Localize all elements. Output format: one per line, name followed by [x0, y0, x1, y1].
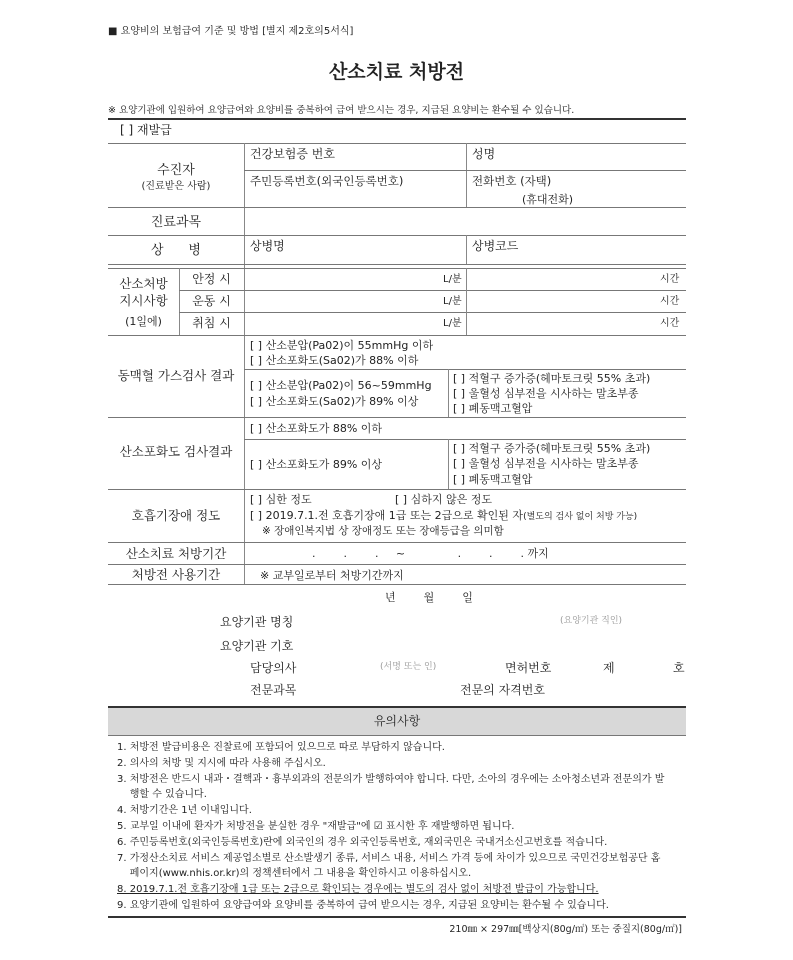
oxygen-unit-exercise: L/분 — [443, 296, 462, 307]
issue-date[interactable]: 년 월 일 — [385, 591, 473, 604]
divider — [179, 312, 686, 313]
specialty-cert-label: 전문의 자격번호 — [460, 683, 545, 697]
phone-mobile-field[interactable]: (휴대전화) — [522, 193, 574, 206]
license-ho: 호 — [673, 661, 685, 675]
note-item: 페이지(www.nhis.or.kr)의 정책센터에서 그 내용을 확인하시고 이용하십시오. — [117, 868, 472, 879]
oxygen-unit-rest: L/분 — [443, 274, 462, 285]
column-divider — [466, 268, 467, 335]
period-field[interactable]: . . . ~ . . . 까지 — [312, 547, 549, 560]
divider — [108, 489, 686, 490]
respiratory-label: 호흡기장애 정도 — [131, 508, 221, 523]
note-item: 3. 처방전은 반드시 내과・결핵과・흉부외과의 전문의가 발행하여야 합니다. 다만, 소아의 경우에는 소아청소년과 전문의가 발 — [117, 774, 665, 785]
divider — [108, 735, 686, 736]
disease-code-field[interactable]: 상병코드 — [472, 239, 519, 253]
disease-name-field[interactable]: 상병명 — [250, 239, 285, 253]
note-item: 5. 교부일 이내에 환자가 처방전을 분실한 경우 "재발급"에 ☑ 표시한 후 재발행하면 됩니다. — [117, 821, 515, 832]
abg-option-sao2-89[interactable]: [ ] 산소포화도(Sa02)가 89% 이상 — [250, 395, 419, 408]
license-label: 면허번호 — [505, 661, 552, 675]
abg-option-pao2-56-59[interactable]: [ ] 산소분압(Pa02)이 56~59mmHg — [250, 379, 432, 392]
column-divider — [448, 439, 449, 489]
name-field[interactable]: 성명 — [472, 147, 496, 161]
spo2-option-edema[interactable]: [ ] 울혈성 심부전을 시사하는 말초부종 — [453, 457, 639, 470]
column-divider — [448, 369, 449, 417]
divider — [108, 207, 686, 208]
spo2-option-89[interactable]: [ ] 산소포화도가 89% 이상 — [250, 458, 383, 471]
page-title: 산소치료 처방전 — [328, 61, 465, 83]
respiratory-option-pre2019[interactable] — [250, 510, 637, 522]
oxygen-unit-sleep: L/분 — [443, 318, 462, 329]
abg-option-pao2-55[interactable]: [ ] 산소분압(Pa02)이 55mmHg 이하 — [250, 339, 434, 352]
institution-seal: (요양기관 직인) — [560, 616, 623, 626]
oxygen-state-sleep: 취침 시 — [192, 316, 231, 330]
insurance-number-field[interactable]: 건강보험증 번호 — [250, 147, 335, 161]
patient-sublabel: (진료받은 사람) — [141, 181, 211, 192]
doctor-signature[interactable]: (서명 또는 인) — [380, 662, 437, 672]
respiratory-option-not-severe[interactable]: [ ] 심하지 않은 정도 — [395, 493, 492, 506]
abg-option-sao2-88[interactable]: [ ] 산소포화도(Sa02)가 88% 이하 — [250, 354, 419, 367]
phone-home-field[interactable]: 전화번호 (자택) — [472, 174, 552, 188]
respiratory-option-severe[interactable]: [ ] 심한 정도 — [250, 493, 312, 506]
spo2-option-88[interactable]: [ ] 산소포화도가 88% 이하 — [250, 422, 383, 435]
double-divider — [108, 268, 686, 269]
abg-option-pulmonary-hypertension[interactable]: [ ] 폐동맥고혈압 — [453, 402, 533, 415]
divider — [244, 439, 686, 440]
spo2-option-polycythemia[interactable]: [ ] 적혈구 증가증(헤마토크릿 55% 초과) — [453, 442, 651, 455]
respiratory-option-pre2019-text: [ ] 2019.7.1.전 호흡기장애 1급 또는 2급으로 확인된 자 — [250, 509, 524, 522]
oxygen-state-rest: 안정 시 — [192, 272, 231, 286]
note-item: 6. 주민등록번호(외국인등록번호)란에 외국인의 경우 외국인등록번호, 재외국민은 국내거소신고번호를 적습니다. — [117, 837, 608, 848]
divider — [108, 417, 686, 418]
divider — [108, 235, 686, 236]
period-label: 산소치료 처방기간 — [125, 546, 227, 561]
usage-value: ※ 교부일로부터 처방기간까지 — [260, 569, 404, 582]
note-item: 7. 가정산소치료 서비스 제공업소별로 산소발생기 종류, 서비스 내용, 서비스 가격 등에 차이가 있으므로 국민건강보험공단 홈 — [117, 853, 661, 864]
license-je: 제 — [603, 661, 615, 675]
top-notice: ※ 요양기관에 입원하여 요양급여와 요양비를 중복하여 급여 받으시는 경우, 지급된 요양비는 환수될 수 있습니다. — [108, 105, 575, 116]
disease-label: 상 병 — [151, 243, 201, 258]
divider — [108, 584, 686, 585]
divider — [244, 369, 686, 370]
divider — [108, 264, 686, 265]
column-divider — [244, 143, 245, 584]
divider — [108, 564, 686, 565]
oxygen-time-sleep: 시간 — [660, 318, 680, 329]
institution-code-label: 요양기관 기호 — [220, 639, 294, 653]
institution-name-label: 요양기관 명칭 — [220, 615, 294, 629]
spo2-option-pulmonary-hypertension[interactable]: [ ] 폐동맥고혈압 — [453, 473, 533, 486]
department-label: 진료과목 — [150, 215, 202, 230]
column-divider — [466, 235, 467, 264]
usage-label: 처방전 사용기간 — [131, 567, 221, 582]
oxygen-time-rest: 시간 — [660, 274, 680, 285]
note-item: 9. 요양기관에 입원하여 요양급여와 요양비를 중복하여 급여 받으시는 경우, 지급된 요양비는 환수될 수 있습니다. — [117, 900, 609, 911]
note-item: 행할 수 있습니다. — [117, 789, 207, 800]
abg-option-polycythemia[interactable]: [ ] 적혈구 증가증(헤마토크릿 55% 초과) — [453, 372, 651, 385]
paper-spec-footer: 210㎜ × 297㎜[백상지(80g/㎡) 또는 중질지(80g/㎡)] — [449, 924, 682, 935]
oxygen-label-3: (1일에) — [125, 315, 162, 328]
oxygen-label-1: 산소처방 — [119, 276, 168, 291]
abg-label: 동맥혈 가스검사 결과 — [117, 368, 235, 383]
respiratory-option-pre2019-note: (별도의 검사 없이 처방 가능) — [523, 512, 638, 522]
table-top-border — [108, 118, 686, 120]
resident-number-field[interactable]: 주민등록번호(외국인등록번호) — [250, 174, 404, 188]
oxygen-label-2: 지시사항 — [119, 293, 168, 308]
oxygen-time-exercise: 시간 — [660, 296, 680, 307]
doctor-label: 담당의사 — [250, 661, 297, 675]
patient-label: 수진자 — [157, 163, 195, 178]
respiratory-note: ※ 장애인복지법 상 장애정도 또는 장애등급을 의미함 — [262, 525, 504, 537]
divider — [244, 170, 686, 171]
reissue-checkbox[interactable]: [ ] 재발급 — [120, 123, 172, 137]
divider — [179, 290, 686, 291]
note-item: 2. 의사의 처방 및 지시에 따라 사용해 주십시오. — [117, 758, 326, 769]
form-header-note: ■ 요양비의 보험급여 기준 및 방법 [별지 제2호의5서식] — [108, 26, 354, 37]
notes-title: 유의사항 — [373, 714, 421, 728]
note-item: 1. 처방전 발급비용은 진찰료에 포함되어 있으므로 따로 부담하지 않습니다. — [117, 742, 445, 753]
abg-option-edema[interactable]: [ ] 울혈성 심부전을 시사하는 말초부종 — [453, 387, 639, 400]
specialty-label: 전문과목 — [250, 683, 297, 697]
oxygen-state-exercise: 운동 시 — [192, 294, 231, 308]
column-divider — [466, 143, 467, 207]
spo2-label: 산소포화도 검사결과 — [119, 444, 233, 459]
divider — [108, 143, 686, 144]
divider — [108, 335, 686, 336]
notes-bottom-border — [108, 916, 686, 918]
divider — [108, 542, 686, 543]
note-item-highlighted: 8. 2019.7.1.전 호흡기장애 1급 또는 2급으로 확인되는 경우에는 별도의 검사 없이 처방전 발급이 가능합니다. — [117, 884, 599, 895]
note-item: 4. 처방기간은 1년 이내입니다. — [117, 805, 252, 816]
